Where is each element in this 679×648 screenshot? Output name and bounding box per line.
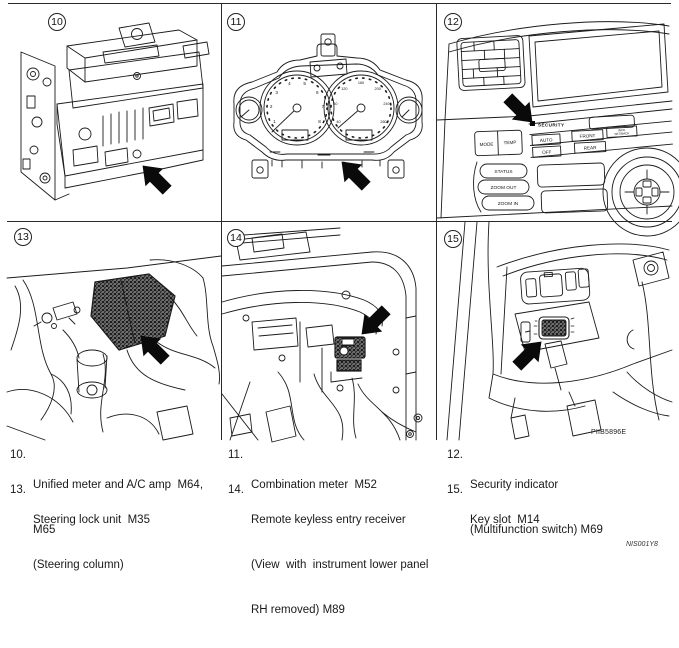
legend-line: Combination meter M52 <box>251 479 377 491</box>
legend-line: Unified meter and A/C amp M64, <box>33 479 204 491</box>
callout-10-number: 10 <box>51 16 63 28</box>
callout-13 <box>14 228 32 246</box>
a-pillar <box>447 222 493 440</box>
callout-11 <box>227 13 245 31</box>
legend-number: 12. <box>447 449 463 461</box>
lower-harness <box>222 372 416 442</box>
callout-15 <box>444 230 462 248</box>
legend-item-15 <box>447 483 675 558</box>
zoom-in-button-label: ZOOM IN <box>497 202 519 207</box>
panel-13-steering-lock-drawing <box>7 222 221 440</box>
legend-line: Steering lock unit M35 <box>33 514 150 526</box>
auto-button-label: AUTO <box>539 137 553 143</box>
pointer-arrow-icon <box>141 336 169 364</box>
panel-12-security-indicator-drawing <box>437 4 672 221</box>
legend-line: (View with instrument lower panel <box>251 559 429 571</box>
svg-text:160: 160 <box>357 81 365 85</box>
legend-line: (Steering column) <box>33 559 124 571</box>
svg-text:7: 7 <box>321 104 325 109</box>
mode-button-label: MODE <box>479 141 494 148</box>
status-button-label: STATUS <box>494 170 513 175</box>
svg-text:1: 1 <box>273 119 276 124</box>
blank-keys <box>537 163 608 213</box>
pointer-arrow-icon <box>504 94 532 122</box>
panel-10-unified-meter-ac-amp-drawing <box>7 4 221 221</box>
svg-text:120: 120 <box>341 87 348 91</box>
legend-line: (Multifunction switch) M69 <box>470 524 603 536</box>
speedometer-numbers <box>333 81 389 124</box>
callout-13-number: 13 <box>17 231 29 243</box>
mode-temp-buttons <box>475 130 523 156</box>
legend-number: 13. <box>10 484 26 496</box>
pointer-arrow-icon <box>342 162 370 190</box>
panel-15-key-slot-drawing <box>437 222 672 440</box>
display-screen <box>529 24 668 107</box>
panel-11-combination-meter-drawing <box>222 4 436 221</box>
callout-15-number: 15 <box>447 233 459 245</box>
legend-line: Key slot M14 <box>470 514 540 526</box>
dash-panel <box>497 244 669 420</box>
legend-number: 11. <box>228 449 244 461</box>
svg-text:2: 2 <box>269 104 273 109</box>
display-control-buttons <box>474 162 534 212</box>
svg-text:3: 3 <box>275 90 278 95</box>
legend-number: 15. <box>447 484 463 496</box>
amp-bracket <box>21 52 55 200</box>
legend-line: M65 <box>33 524 56 536</box>
page-watermark: NIS001Y8 <box>626 541 658 548</box>
hvac-buttons <box>529 113 673 157</box>
switch-pod <box>520 268 590 305</box>
security-indicator-label <box>530 121 564 128</box>
small-button-label-bottom: SET/BACK <box>614 131 630 137</box>
svg-text:80: 80 <box>333 102 338 106</box>
callout-11-number: 11 <box>230 16 242 28</box>
air-vent <box>457 35 526 90</box>
amp-body <box>55 30 203 200</box>
svg-text:8: 8 <box>318 119 321 124</box>
figure-code: PIIB5896E <box>591 429 627 436</box>
callout-10 <box>48 13 66 31</box>
small-button-label-top: INFO <box>618 128 626 133</box>
svg-text:4: 4 <box>288 81 291 86</box>
legend-number: 14. <box>228 484 244 496</box>
svg-text:200: 200 <box>374 87 381 91</box>
front-button-label: FRONT <box>579 133 596 139</box>
callout-14-number: 14 <box>230 232 242 244</box>
callout-12-number: 12 <box>447 16 459 28</box>
pointer-arrow-icon <box>513 342 541 370</box>
svg-text:40: 40 <box>336 120 341 124</box>
pointer-arrow-icon <box>143 166 171 194</box>
panel-14-keyless-receiver-drawing <box>222 222 436 440</box>
svg-text:260: 260 <box>380 120 387 124</box>
callout-14 <box>227 229 245 247</box>
steering-lock-cover-hatched <box>91 274 175 350</box>
svg-text:5: 5 <box>303 81 306 86</box>
callout-12 <box>444 13 462 31</box>
legend-line: Remote keyless entry receiver <box>251 514 406 526</box>
rear-button-label: REAR <box>583 145 597 151</box>
dash-structure <box>222 228 416 440</box>
keyless-receiver-hatched <box>331 337 365 382</box>
legend-item-13 <box>10 483 222 603</box>
zoom-out-button-label: ZOOM OUT <box>490 186 517 191</box>
pointer-arrow-icon <box>362 306 390 334</box>
legend-item-14 <box>228 483 438 648</box>
legend-line: Security indicator <box>470 479 559 491</box>
temp-button-label: TEMP <box>503 139 517 146</box>
legend-number: 10. <box>10 449 26 461</box>
security-label-text: SECURITY <box>538 122 565 128</box>
svg-text:6: 6 <box>316 90 319 95</box>
tachometer-numbers <box>270 81 325 124</box>
off-button-label: OFF <box>542 149 552 155</box>
svg-text:240: 240 <box>383 102 390 106</box>
legend-line: RH removed) M89 <box>251 604 345 616</box>
